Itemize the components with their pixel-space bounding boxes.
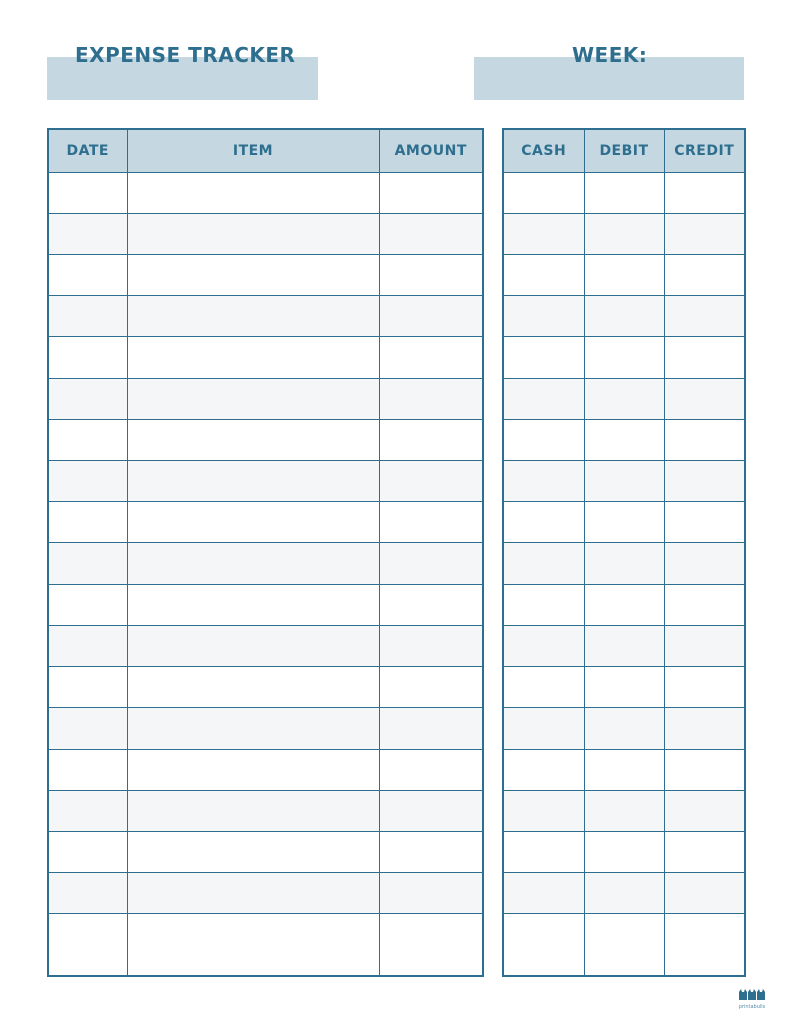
payment-cash-cell[interactable] — [503, 749, 584, 790]
expense-amount-cell[interactable] — [379, 584, 483, 625]
table-row — [48, 832, 483, 873]
table-row — [48, 667, 483, 708]
table-row — [503, 254, 745, 295]
expense-date-cell[interactable] — [48, 254, 127, 295]
table-row — [503, 461, 745, 502]
table-row — [503, 502, 745, 543]
payment-cash-cell[interactable] — [503, 337, 584, 378]
expense-table — [47, 128, 484, 977]
expense-date-cell[interactable] — [48, 213, 127, 254]
expense-amount-cell[interactable] — [379, 543, 483, 584]
expense-date-cell[interactable] — [48, 749, 127, 790]
expense-date-cell[interactable] — [48, 584, 127, 625]
expense-amount-cell[interactable] — [379, 749, 483, 790]
column-header-date: DATE — [48, 129, 127, 172]
expense-date-cell[interactable] — [48, 337, 127, 378]
expense-date-cell[interactable] — [48, 914, 127, 976]
payment-debit-cell[interactable] — [584, 914, 664, 976]
table-row — [48, 749, 483, 790]
expense-item-cell[interactable] — [127, 708, 379, 749]
expense-item-cell[interactable] — [127, 625, 379, 666]
expense-amount-cell[interactable] — [379, 708, 483, 749]
column-header-debit: DEBIT — [584, 129, 664, 172]
table-row — [48, 213, 483, 254]
payment-rows — [503, 172, 745, 976]
expense-rows — [48, 172, 483, 976]
payment-debit-cell[interactable] — [584, 584, 664, 625]
table-row — [48, 584, 483, 625]
payment-cash-cell[interactable] — [503, 461, 584, 502]
payment-cash-cell[interactable] — [503, 625, 584, 666]
payment-cash-cell[interactable] — [503, 296, 584, 337]
payment-credit-cell[interactable] — [664, 296, 745, 337]
expense-item-cell[interactable] — [127, 873, 379, 914]
payment-credit-cell[interactable] — [664, 461, 745, 502]
payment-credit-cell[interactable] — [664, 873, 745, 914]
expense-amount-cell[interactable] — [379, 625, 483, 666]
payment-cash-cell[interactable] — [503, 213, 584, 254]
table-row — [503, 625, 745, 666]
bull-logo-icon — [736, 988, 768, 1016]
table-row — [48, 543, 483, 584]
logo-text: printabulls — [738, 1004, 766, 1010]
table-row — [503, 790, 745, 831]
payment-credit-cell[interactable] — [664, 172, 745, 213]
expense-amount-cell[interactable] — [379, 832, 483, 873]
payment-credit-cell[interactable] — [664, 213, 745, 254]
table-row — [48, 914, 483, 976]
expense-item-cell[interactable] — [127, 502, 379, 543]
expense-date-cell[interactable] — [48, 708, 127, 749]
payment-cash-cell[interactable] — [503, 254, 584, 295]
column-header-cash: CASH — [503, 129, 584, 172]
payment-credit-cell[interactable] — [664, 749, 745, 790]
table-row — [503, 749, 745, 790]
expense-date-cell[interactable] — [48, 378, 127, 419]
expense-item-cell[interactable] — [127, 378, 379, 419]
table-row — [48, 873, 483, 914]
payment-debit-cell[interactable] — [584, 667, 664, 708]
expense-amount-cell[interactable] — [379, 873, 483, 914]
payment-cash-cell[interactable] — [503, 419, 584, 460]
payment-credit-cell[interactable] — [664, 625, 745, 666]
table-row — [48, 337, 483, 378]
expense-amount-cell[interactable] — [379, 667, 483, 708]
payment-debit-cell[interactable] — [584, 172, 664, 213]
table-row — [48, 378, 483, 419]
expense-amount-cell[interactable] — [379, 378, 483, 419]
column-header-credit: CREDIT — [664, 129, 745, 172]
expense-date-cell[interactable] — [48, 873, 127, 914]
page-title: EXPENSE TRACKER — [75, 43, 296, 67]
payment-debit-cell[interactable] — [584, 543, 664, 584]
expense-amount-cell[interactable] — [379, 502, 483, 543]
payment-table — [502, 128, 746, 977]
expense-item-cell[interactable] — [127, 543, 379, 584]
week-label: WEEK: — [572, 43, 648, 67]
payment-header-row — [503, 129, 745, 172]
table-row — [503, 667, 745, 708]
payment-credit-cell[interactable] — [664, 419, 745, 460]
expense-item-cell[interactable] — [127, 337, 379, 378]
expense-date-cell[interactable] — [48, 296, 127, 337]
payment-credit-cell[interactable] — [664, 502, 745, 543]
table-row — [503, 543, 745, 584]
column-header-item: ITEM — [127, 129, 379, 172]
payment-cash-cell[interactable] — [503, 873, 584, 914]
expense-item-cell[interactable] — [127, 172, 379, 213]
table-row — [503, 584, 745, 625]
expense-date-cell[interactable] — [48, 543, 127, 584]
expense-date-cell[interactable] — [48, 625, 127, 666]
expense-header-row — [48, 129, 483, 172]
expense-amount-cell[interactable] — [379, 172, 483, 213]
table-row — [503, 213, 745, 254]
table-row — [503, 832, 745, 873]
payment-cash-cell[interactable] — [503, 584, 584, 625]
table-row — [503, 172, 745, 213]
payment-credit-cell[interactable] — [664, 543, 745, 584]
table-row — [48, 708, 483, 749]
payment-cash-cell[interactable] — [503, 172, 584, 213]
expense-item-cell[interactable] — [127, 213, 379, 254]
payment-cash-cell[interactable] — [503, 708, 584, 749]
payment-debit-cell[interactable] — [584, 296, 664, 337]
expense-amount-cell[interactable] — [379, 296, 483, 337]
table-row — [48, 625, 483, 666]
expense-date-cell[interactable] — [48, 461, 127, 502]
expense-item-cell[interactable] — [127, 914, 379, 976]
table-row — [503, 378, 745, 419]
table-row — [48, 254, 483, 295]
expense-item-cell[interactable] — [127, 296, 379, 337]
expense-date-cell[interactable] — [48, 419, 127, 460]
payment-cash-cell[interactable] — [503, 790, 584, 831]
expense-amount-cell[interactable] — [379, 914, 483, 976]
expense-item-cell[interactable] — [127, 749, 379, 790]
expense-date-cell[interactable] — [48, 172, 127, 213]
payment-cash-cell[interactable] — [503, 378, 584, 419]
table-row — [48, 296, 483, 337]
payment-debit-cell[interactable] — [584, 832, 664, 873]
expense-item-cell[interactable] — [127, 790, 379, 831]
payment-credit-cell[interactable] — [664, 914, 745, 976]
table-row — [503, 337, 745, 378]
payment-debit-cell[interactable] — [584, 254, 664, 295]
column-header-amount: AMOUNT — [379, 129, 483, 172]
payment-debit-cell[interactable] — [584, 213, 664, 254]
payment-debit-cell[interactable] — [584, 461, 664, 502]
expense-amount-cell[interactable] — [379, 419, 483, 460]
expense-date-cell[interactable] — [48, 502, 127, 543]
expense-date-cell[interactable] — [48, 790, 127, 831]
payment-debit-cell[interactable] — [584, 337, 664, 378]
expense-amount-cell[interactable] — [379, 790, 483, 831]
expense-amount-cell[interactable] — [379, 337, 483, 378]
table-row — [48, 419, 483, 460]
payment-debit-cell[interactable] — [584, 873, 664, 914]
table-row — [48, 172, 483, 213]
payment-debit-cell[interactable] — [584, 419, 664, 460]
table-row — [503, 873, 745, 914]
expense-item-cell[interactable] — [127, 667, 379, 708]
payment-credit-cell[interactable] — [664, 790, 745, 831]
payment-credit-cell[interactable] — [664, 667, 745, 708]
table-row — [48, 502, 483, 543]
expense-amount-cell[interactable] — [379, 254, 483, 295]
table-row — [503, 296, 745, 337]
payment-cash-cell[interactable] — [503, 543, 584, 584]
payment-credit-cell[interactable] — [664, 337, 745, 378]
table-row — [48, 790, 483, 831]
payment-debit-cell[interactable] — [584, 708, 664, 749]
expense-date-cell[interactable] — [48, 832, 127, 873]
table-row — [503, 914, 745, 976]
expense-item-cell[interactable] — [127, 419, 379, 460]
table-row — [503, 419, 745, 460]
payment-debit-cell[interactable] — [584, 378, 664, 419]
payment-cash-cell[interactable] — [503, 667, 584, 708]
payment-credit-cell[interactable] — [664, 832, 745, 873]
payment-debit-cell[interactable] — [584, 625, 664, 666]
expense-item-cell[interactable] — [127, 461, 379, 502]
payment-cash-cell[interactable] — [503, 502, 584, 543]
payment-credit-cell[interactable] — [664, 584, 745, 625]
payment-debit-cell[interactable] — [584, 749, 664, 790]
expense-item-cell[interactable] — [127, 832, 379, 873]
table-row — [503, 708, 745, 749]
payment-debit-cell[interactable] — [584, 502, 664, 543]
expense-amount-cell[interactable] — [379, 461, 483, 502]
payment-debit-cell[interactable] — [584, 790, 664, 831]
expense-item-cell[interactable] — [127, 254, 379, 295]
table-row — [48, 461, 483, 502]
payment-credit-cell[interactable] — [664, 254, 745, 295]
payment-cash-cell[interactable] — [503, 832, 584, 873]
payment-credit-cell[interactable] — [664, 378, 745, 419]
payment-cash-cell[interactable] — [503, 914, 584, 976]
expense-item-cell[interactable] — [127, 584, 379, 625]
expense-amount-cell[interactable] — [379, 213, 483, 254]
expense-date-cell[interactable] — [48, 667, 127, 708]
payment-credit-cell[interactable] — [664, 708, 745, 749]
